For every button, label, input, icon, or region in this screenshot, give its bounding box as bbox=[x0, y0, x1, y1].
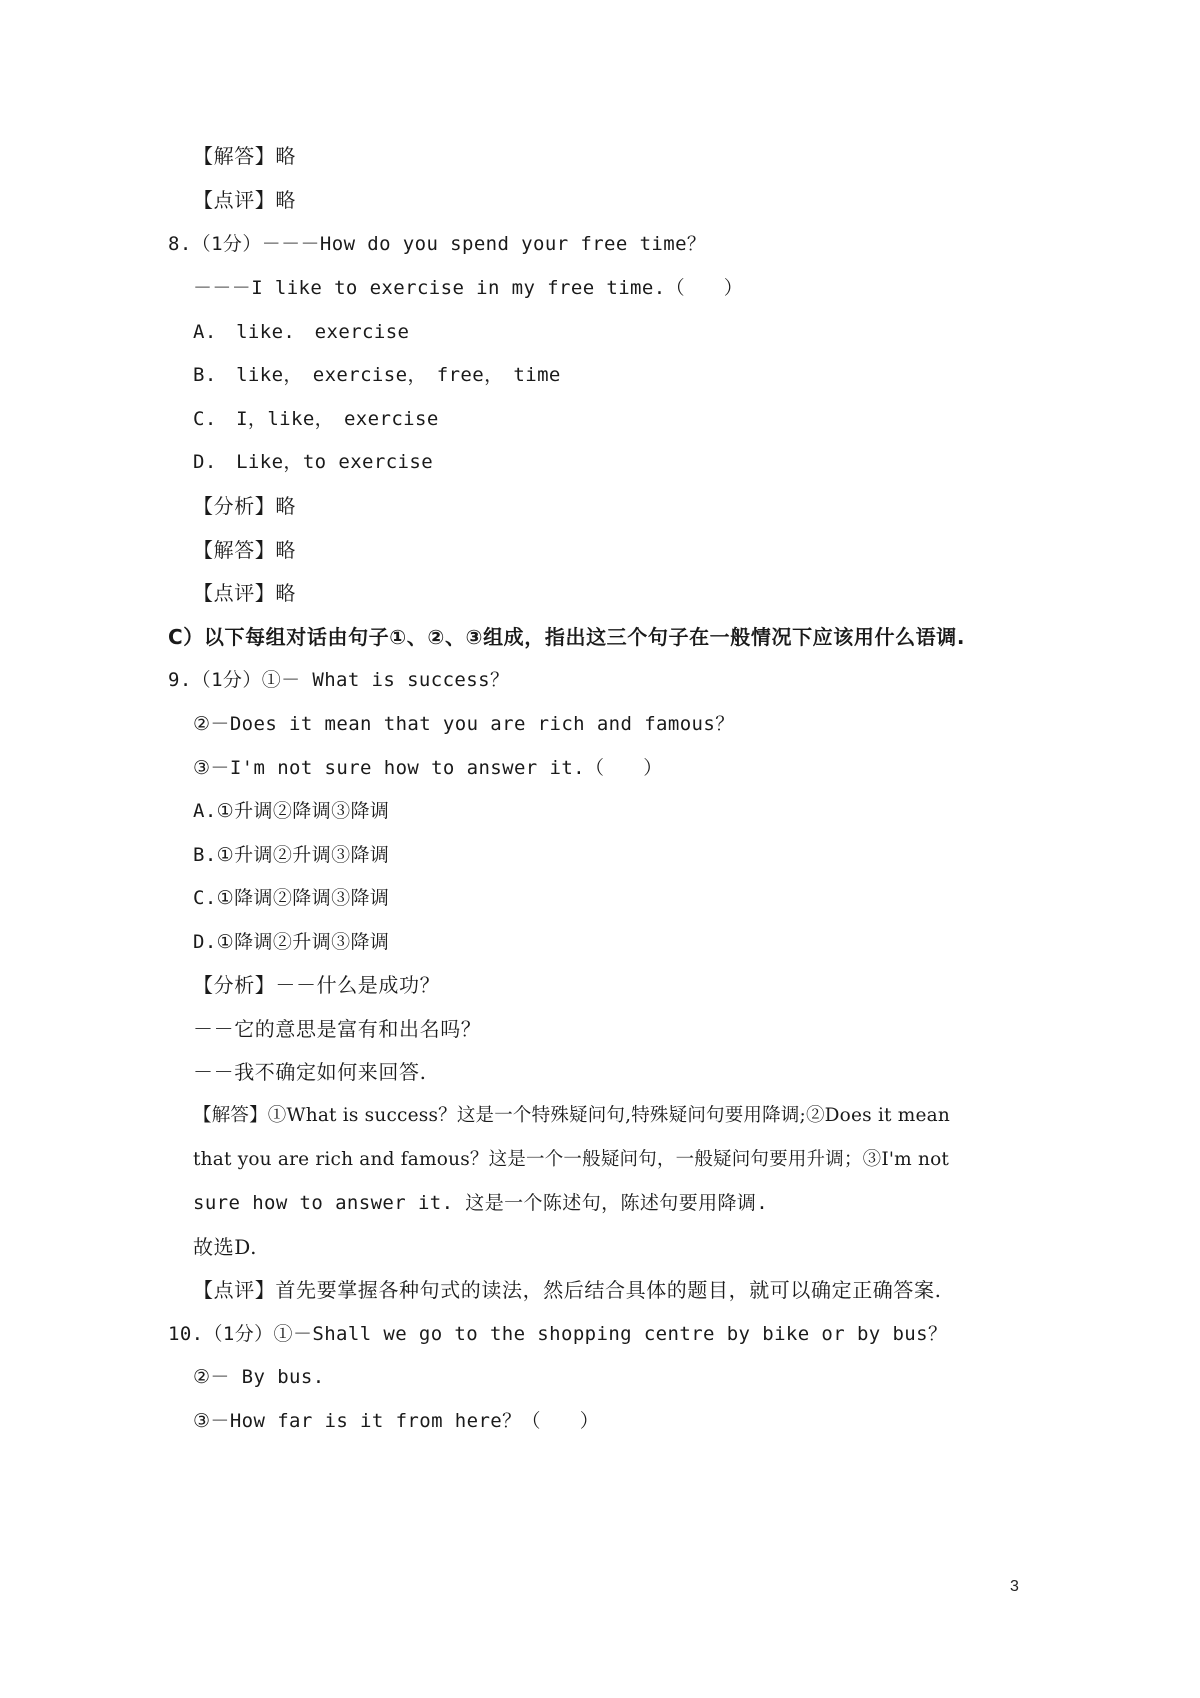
question-9-line-3: ③－I'm not sure how to answer it.（ ） bbox=[193, 757, 663, 779]
question-8-option-a: A. like. exercise bbox=[193, 321, 410, 343]
question-9-option-d: D.①降调②升调③降调 bbox=[193, 931, 390, 953]
question-10-line-1: 10.（1分）①－Shall we go to the shopping centre by bike or by bus？ bbox=[168, 1323, 948, 1345]
analysis-q9-line-1: 【分析】－－什么是成功？ bbox=[193, 973, 441, 997]
answer-q9-line-2: that you are rich and famous？这是一个一般疑问句，一般疑问句要用升调；③I'm not bbox=[193, 1149, 950, 1170]
answer-q9-line-3: sure how to answer it. 这是一个陈述句，陈述句要用降调. bbox=[193, 1192, 769, 1214]
question-9-line-2: ②－Does it mean that you are rich and famous？ bbox=[193, 713, 735, 735]
answer-q9-line-1: 【解答】①What is success？这是一个特殊疑问句,特殊疑问句要用降调;②Does it mean bbox=[193, 1105, 951, 1126]
analysis-q9-line-2: －－它的意思是富有和出名吗？ bbox=[193, 1017, 482, 1041]
question-10-line-3: ③－How far is it from here？（ ） bbox=[193, 1410, 600, 1432]
question-8-option-b: B. like， exercise， free， time bbox=[193, 364, 561, 386]
question-8-response: －－－I like to exercise in my free time.（ ） bbox=[193, 277, 744, 299]
question-9-option-c: C.①降调②降调③降调 bbox=[193, 887, 390, 909]
answer-label-q8: 【解答】略 bbox=[193, 538, 296, 562]
question-10-line-2: ②－ By bus. bbox=[193, 1366, 325, 1388]
question-9-option-b: B.①升调②升调③降调 bbox=[193, 844, 390, 866]
answer-q9-choice: 故选D. bbox=[193, 1235, 258, 1259]
question-8-option-c: C. I，like， exercise bbox=[193, 408, 439, 430]
question-8-option-d: D. Like，to exercise bbox=[193, 451, 434, 473]
section-c-heading: C）以下每组对话由句子①、②、③组成，指出这三个句子在一般情况下应该用什么语调. bbox=[168, 625, 966, 649]
question-8-prompt: 8.（1分）－－－How do you spend your free time？ bbox=[168, 233, 707, 255]
comment-label-q8: 【点评】略 bbox=[193, 581, 296, 605]
analysis-label-q8: 【分析】略 bbox=[193, 494, 296, 518]
answer-label-q7: 【解答】略 bbox=[193, 144, 296, 168]
comment-label-q7: 【点评】略 bbox=[193, 188, 296, 212]
analysis-q9-line-3: －－我不确定如何来回答. bbox=[193, 1060, 427, 1084]
question-9-line-1: 9.（1分）①－ What is success？ bbox=[168, 669, 510, 691]
comment-q9: 【点评】首先要掌握各种句式的读法，然后结合具体的题目，就可以确定正确答案. bbox=[193, 1278, 942, 1302]
page-number: 3 bbox=[1010, 1578, 1019, 1595]
question-9-option-a: A.①升调②降调③降调 bbox=[193, 800, 390, 822]
